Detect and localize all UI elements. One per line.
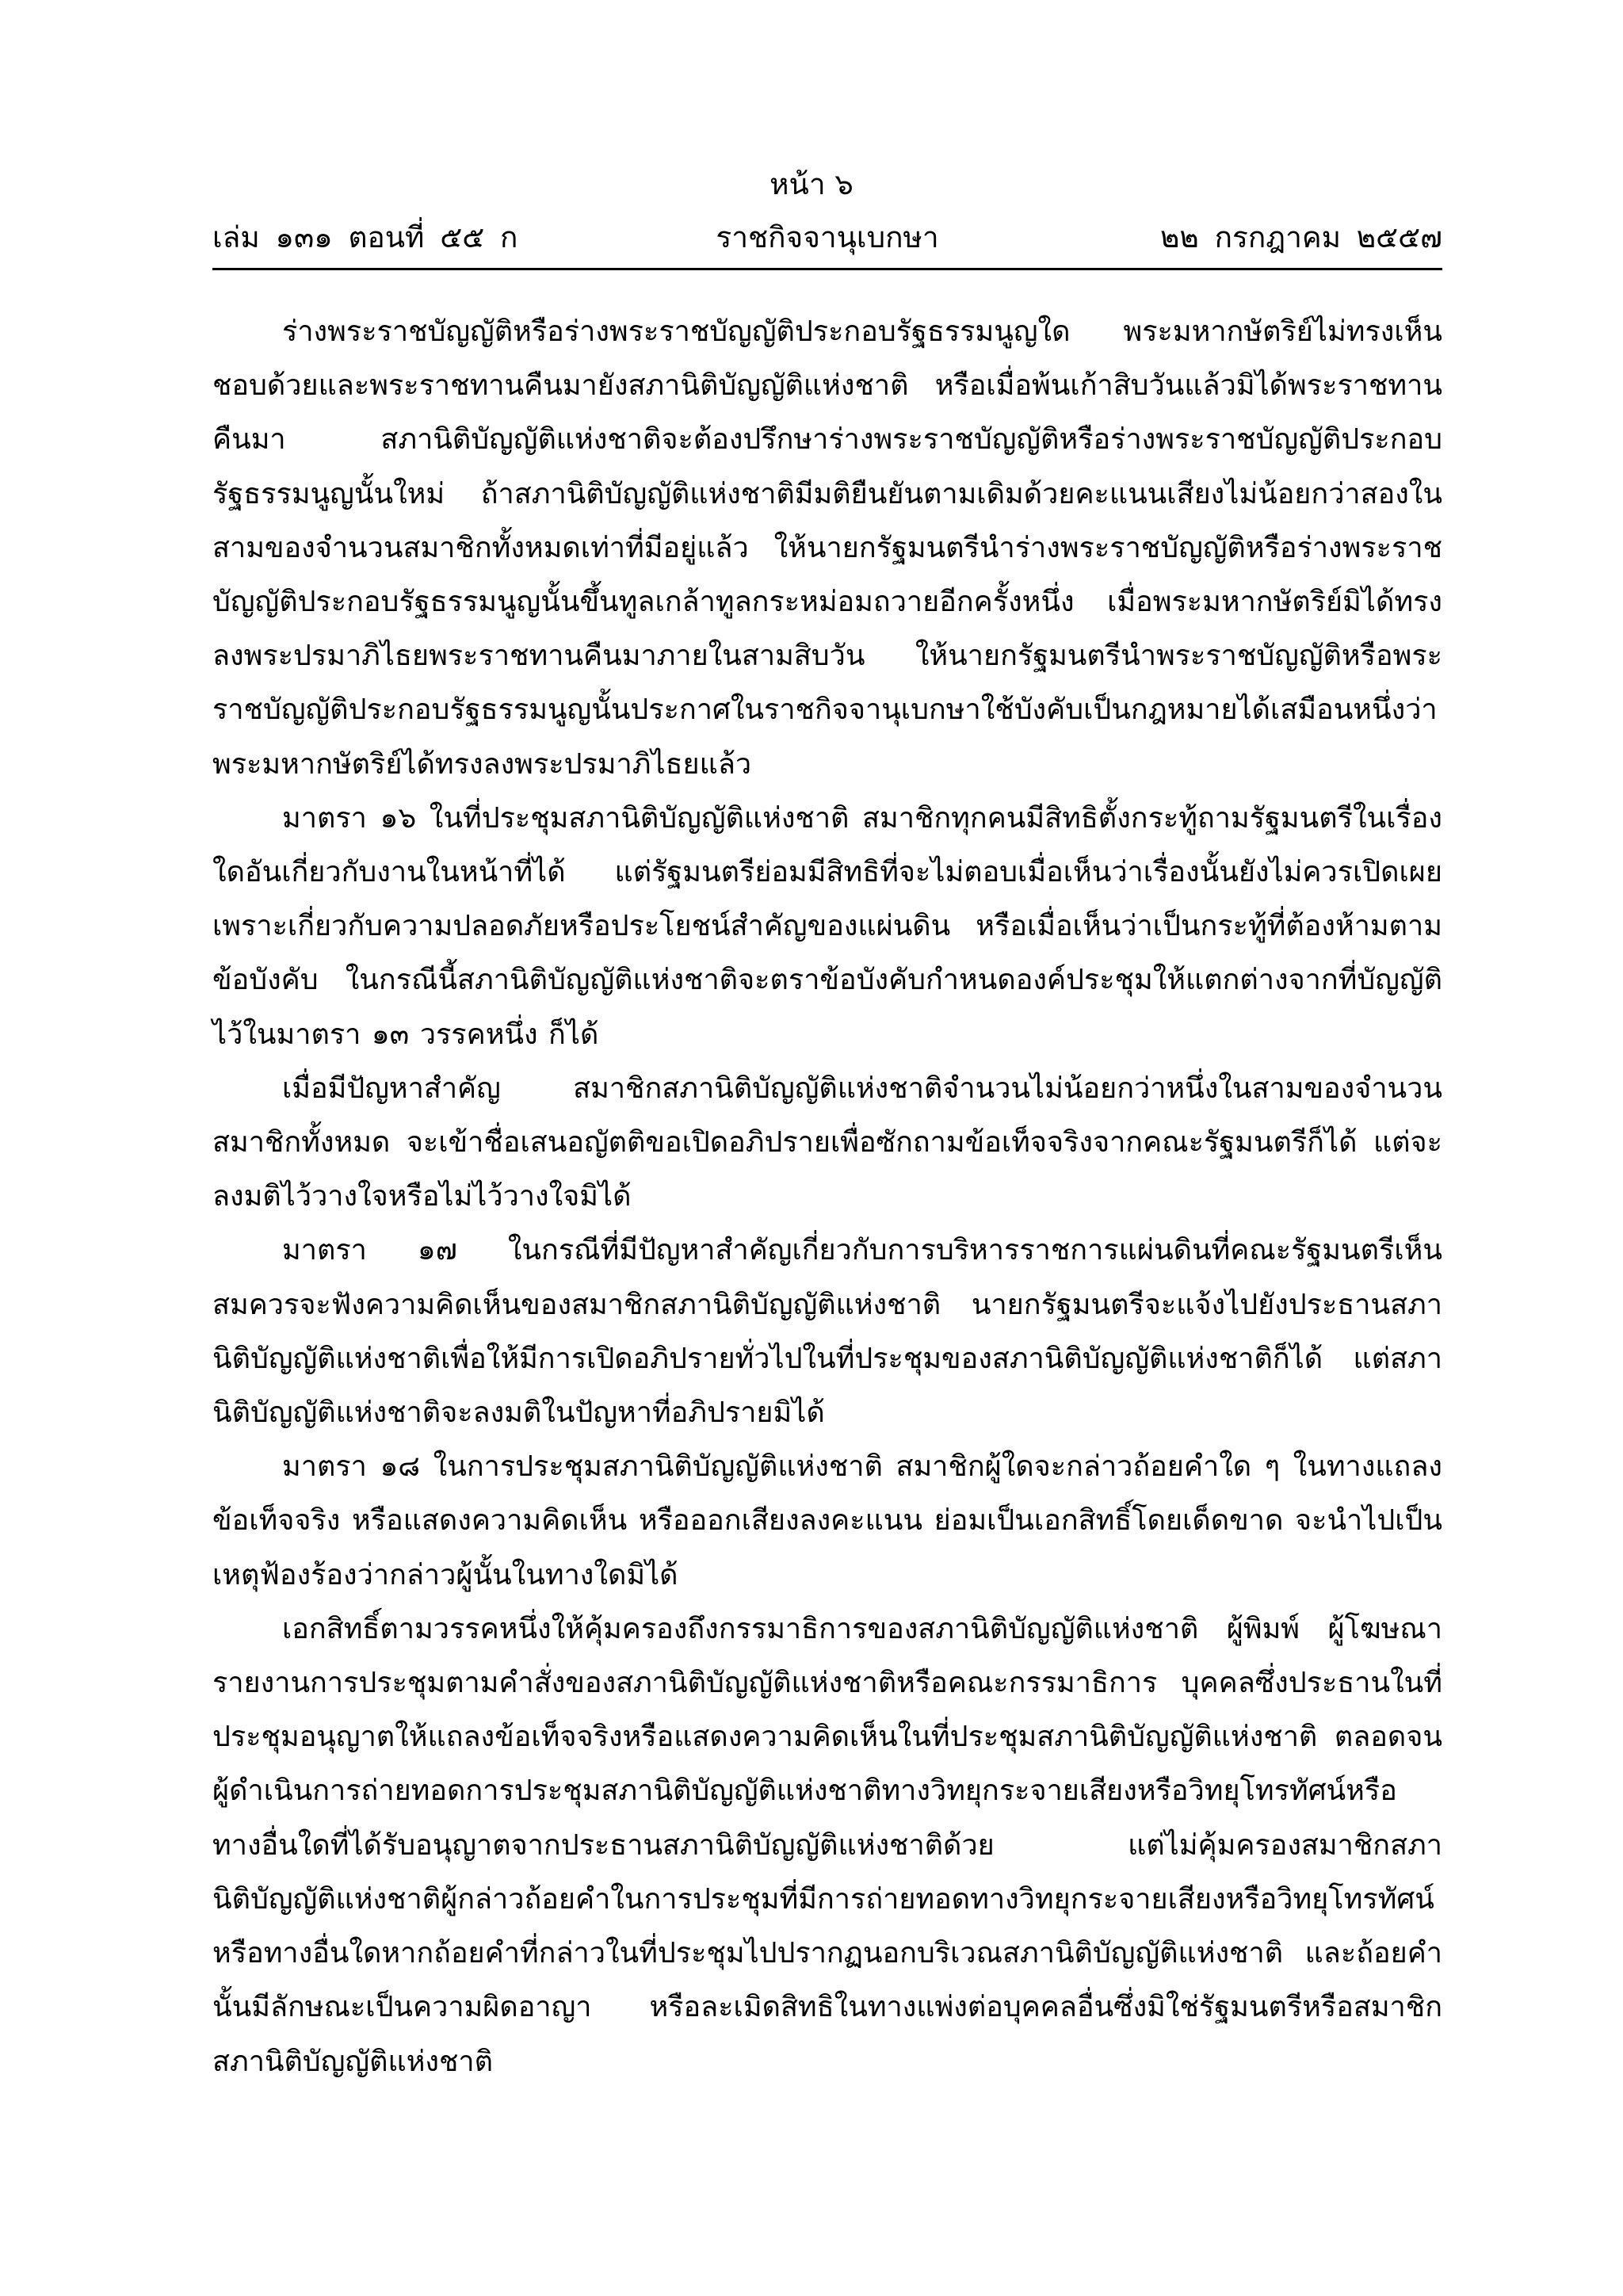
document-body bbox=[212, 305, 1442, 2089]
paragraph-royal-veto: ร่างพระราชบัญญัติหรือร่างพระราชบัญญัติประกอบรัฐธรรมนูญใด พระมหากษัตริย์ไม่ทรงเห็นชอบด้วยและพระราชทานคืนมายังสภานิติบัญญัติแห่งชาติ หรือเมื่อพ้นเก้าสิบวันแล้วมิได้พระราชทานคืนมา สภานิติบัญญัติแห่งชาติจะต้องปรึกษาร่างพระราชบัญญัติหรือร่างพระราชบัญญัติประกอบรัฐธรรมนูญนั้นใหม่ ถ้าสภานิติบัญญัติแห่งชาติมีมติยืนยันตามเดิมด้วยคะแนนเสียงไม่น้อยกว่าสองในสามของจำนวนสมาชิกทั้งหมดเท่าที่มีอยู่แล้ว ให้นายกรัฐมนตรีนำร่างพระราชบัญญัติหรือร่างพระราชบัญญัติประกอบรัฐธรรมนูญนั้นขึ้นทูลเกล้าทูลกระหม่อมถวายอีกครั้งหนึ่ง เมื่อพระมหากษัตริย์มิได้ทรงลงพระปรมาภิไธยพระราชทานคืนมาภายในสามสิบวัน ให้นายกรัฐมนตรีนำพระราชบัญญัติหรือพระราชบัญญัติประกอบรัฐธรรมนูญนั้นประกาศในราชกิจจานุเบกษาใช้บังคับเป็นกฎหมายได้เสมือนหนึ่งว่าพระมหากษัตริย์ได้ทรงลงพระปรมาภิไธยแล้ว bbox=[212, 315, 1442, 781]
header-divider bbox=[212, 268, 1442, 270]
volume-issue: เล่ม ๑๓๑ ตอนที่ ๕๕ ก bbox=[212, 220, 518, 254]
publication-date: ๒๒ กรกฎาคม ๒๕๕๗ bbox=[1160, 220, 1442, 254]
publication-title: ราชกิจจานุเบกษา bbox=[716, 220, 939, 254]
paragraph-section-18: มาตรา ๑๘ ในการประชุมสภานิติบัญญัติแห่งชาติ สมาชิกผู้ใดจะกล่าวถ้อยคำใด ๆ ในทางแถลงข้อเท็จจริง หรือแสดงความคิดเห็น หรือออกเสียงลงคะแนน ย่อมเป็นเอกสิทธิ์โดยเด็ดขาด จะนำไปเป็นเหตุฟ้องร้องว่ากล่าวผู้นั้นในทางใดมิได้ bbox=[212, 1450, 1442, 1591]
paragraph-section-18-privilege: เอกสิทธิ์ตามวรรคหนึ่งให้คุ้มครองถึงกรรมาธิการของสภานิติบัญญัติแห่งชาติ ผู้พิมพ์ ผู้โฆษณารายงานการประชุมตามคำสั่งของสภานิติบัญญัติแห่งชาติหรือคณะกรรมาธิการ บุคคลซึ่งประธานในที่ประชุมอนุญาตให้แถลงข้อเท็จจริงหรือแสดงความคิดเห็นในที่ประชุมสภานิติบัญญัติแห่งชาติ ตลอดจนผู้ดำเนินการถ่ายทอดการประชุมสภานิติบัญญัติแห่งชาติทางวิทยุกระจายเสียงหรือวิทยุโทรทัศน์หรือทางอื่นใดที่ได้รับอนุญาตจากประธานสภานิติบัญญัติแห่งชาติด้วย แต่ไม่คุ้มครองสมาชิกสภานิติบัญญัติแห่งชาติผู้กล่าวถ้อยคำในการประชุมที่มีการถ่ายทอดทางวิทยุกระจายเสียงหรือวิทยุโทรทัศน์หรือทางอื่นใดหากถ้อยคำที่กล่าวในที่ประชุมไปปรากฏนอกบริเวณสภานิติบัญญัติแห่งชาติ และถ้อยคำนั้นมีลักษณะเป็นความผิดอาญา หรือละเมิดสิทธิในทางแพ่งต่อบุคคลอื่นซึ่งมิใช่รัฐมนตรีหรือสมาชิกสภานิติบัญญัติแห่งชาติ bbox=[212, 1612, 1442, 2078]
page-number: หน้า ๖ bbox=[769, 167, 854, 201]
page-header bbox=[212, 216, 1442, 260]
paragraph-section-16: มาตรา ๑๖ ในที่ประชุมสภานิติบัญญัติแห่งชาติ สมาชิกทุกคนมีสิทธิตั้งกระทู้ถามรัฐมนตรีในเรื่องใดอันเกี่ยวกับงานในหน้าที่ได้ แต่รัฐมนตรีย่อมมีสิทธิที่จะไม่ตอบเมื่อเห็นว่าเรื่องนั้นยังไม่ควรเปิดเผยเพราะเกี่ยวกับความปลอดภัยหรือประโยชน์สำคัญของแผ่นดิน หรือเมื่อเห็นว่าเป็นกระทู้ที่ต้องห้ามตามข้อบังคับ ในกรณีนี้สภานิติบัญญัติแห่งชาติจะตราข้อบังคับกำหนดองค์ประชุมให้แตกต่างจากที่บัญญัติไว้ในมาตรา ๑๓ วรรคหนึ่ง ก็ได้ bbox=[212, 801, 1442, 1051]
paragraph-section-17: มาตรา ๑๗ ในกรณีที่มีปัญหาสำคัญเกี่ยวกับการบริหารราชการแผ่นดินที่คณะรัฐมนตรีเห็นสมควรจะฟังความคิดเห็นของสมาชิกสภานิติบัญญัติแห่งชาติ นายกรัฐมนตรีจะแจ้งไปยังประธานสภานิติบัญญัติแห่งชาติเพื่อให้มีการเปิดอภิปรายทั่วไปในที่ประชุมของสภานิติบัญญัติแห่งชาติก็ได้ แต่สภานิติบัญญัติแห่งชาติจะลงมติในปัญหาที่อภิปรายมิได้ bbox=[212, 1234, 1442, 1430]
paragraph-section-16-debate: เมื่อมีปัญหาสำคัญ สมาชิกสภานิติบัญญัติแห่งชาติจำนวนไม่น้อยกว่าหนึ่งในสามของจำนวนสมาชิกทั้งหมด จะเข้าชื่อเสนอญัตติขอเปิดอภิปรายเพื่อซักถามข้อเท็จจริงจากคณะรัฐมนตรีก็ได้ แต่จะลงมติไว้วางใจหรือไม่ไว้วางใจมิได้ bbox=[212, 1072, 1442, 1213]
